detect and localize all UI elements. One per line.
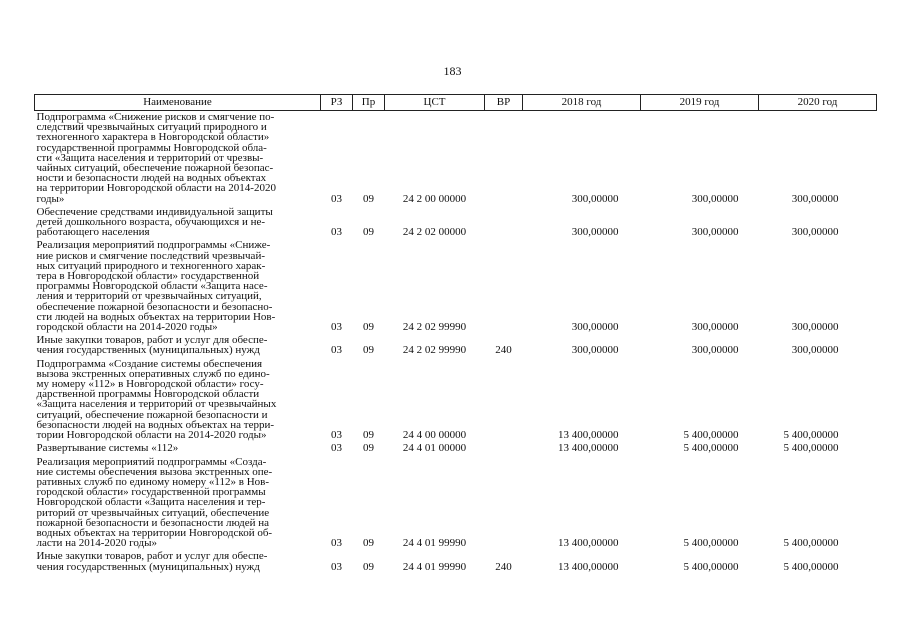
cell-2020 — [759, 456, 877, 551]
cell-cst: 24 4 00 00000 — [402, 429, 467, 442]
cell-2019 — [641, 334, 759, 357]
name-line: Подпрограмма «Снижение рисков и смягчение по- — [36, 111, 275, 123]
cell-pr: 09 — [363, 537, 374, 550]
cell-2019-value: 300,00000 — [691, 344, 739, 357]
cell-2020-value: 300,00000 — [791, 226, 839, 239]
cell-2020 — [759, 334, 877, 357]
name-line: ситуаций, обеспечение пожарной безопасности и — [36, 408, 268, 421]
cell-cst: 24 2 00 00000 — [402, 192, 467, 205]
header-pr: Пр — [353, 95, 385, 111]
cell-2018-value: 13 400,00000 — [558, 537, 619, 550]
cell-2020-value: 300,00000 — [791, 344, 839, 357]
cell-2020-value: 5 400,00000 — [783, 442, 839, 455]
cell-pr: 09 — [363, 192, 374, 205]
table-row — [35, 239, 877, 334]
cell-pr: 09 — [363, 321, 374, 334]
cell-cst: 24 4 01 99990 — [402, 537, 467, 550]
cell-vr — [485, 456, 523, 551]
name-line: тера в Новгородской области» государственной — [36, 270, 260, 283]
cell-2018-value: 13 400,00000 — [558, 429, 619, 442]
cell-rz: 03 — [331, 226, 342, 239]
cell-2019 — [641, 239, 759, 334]
cell-vr: 240 — [495, 344, 512, 357]
cell-2019-value: 300,00000 — [691, 192, 739, 205]
header-rz: РЗ — [321, 95, 353, 111]
table-row — [35, 456, 877, 551]
cell-name — [35, 550, 321, 573]
cell-name — [35, 239, 321, 334]
name-line: Обеспечение средствами индивидуальной защиты — [36, 205, 273, 218]
cell-2020 — [759, 550, 877, 573]
cell-2020-value: 5 400,00000 — [783, 429, 839, 442]
cell-pr: 09 — [363, 344, 374, 357]
name-line: городской области на 2014-2020 годы» — [36, 321, 218, 334]
name-line: ности и безопасности людей на водных объектах — [36, 172, 267, 185]
cell-rz: 03 — [331, 344, 342, 357]
name-line: Развертывание системы «112» — [36, 442, 179, 455]
name-line: дарственной программы Новгородской области — [36, 388, 260, 401]
cell-2018-value: 300,00000 — [571, 321, 619, 334]
cell-pr: 09 — [363, 429, 374, 442]
name-line: ние системы обеспечения вызова экстренных опе- — [36, 465, 273, 478]
cell-vr — [485, 206, 523, 240]
cell-cst: 24 4 01 99990 — [402, 560, 467, 573]
cell-rz: 03 — [331, 537, 342, 550]
cell-2018 — [523, 206, 641, 240]
cell-2019 — [641, 456, 759, 551]
cell-2019-value: 300,00000 — [691, 226, 739, 239]
name-line: следствий чрезвычайных ситуаций природного и — [36, 121, 267, 134]
cell-2019 — [641, 550, 759, 573]
name-line: чайных ситуаций, обеспечение пожарной безопас- — [36, 162, 274, 175]
budget-table — [34, 94, 877, 574]
cell-cst: 24 2 02 99990 — [402, 321, 467, 334]
name-line: ние рисков и смягчение последствий чрезвычай- — [36, 249, 265, 262]
header-2019: 2019 год — [641, 95, 759, 111]
name-line: обеспечение пожарной безопасности и безопасно- — [36, 300, 273, 313]
name-line: на территории Новгородской области на 2014-2020 — [36, 182, 276, 195]
name-line: государственной программы Новгородской обла- — [36, 141, 267, 154]
name-line: тории Новгородской области на 2014-2020 годы» — [36, 429, 267, 442]
name-line: му номеру «112» в Новгородской области» госу- — [36, 378, 264, 391]
name-line: вызова экстренных оперативных служб по едино- — [36, 367, 270, 380]
cell-2019 — [641, 111, 759, 206]
name-line: ления и территорий от чрезвычайных ситуаций, — [36, 290, 262, 303]
name-line: «Защита населения и территорий от чрезвычайных — [36, 398, 277, 411]
table-row — [35, 111, 877, 206]
cell-rz: 03 — [331, 192, 342, 205]
cell-2020-value: 5 400,00000 — [783, 560, 839, 573]
cell-2019 — [641, 358, 759, 443]
header-name: Наименование — [35, 95, 321, 111]
name-line: Иные закупки товаров, работ и услуг для обеспе- — [36, 550, 268, 563]
name-line: техногенного характера в Новгородской области» — [36, 131, 270, 144]
name-line: Подпрограмма «Создание системы обеспечения — [36, 357, 263, 370]
cell-2019-value: 5 400,00000 — [683, 429, 739, 442]
name-line: городской области» государственной программы — [36, 486, 266, 499]
cell-2019-value: 5 400,00000 — [683, 537, 739, 550]
cell-cst: 24 4 01 00000 — [402, 442, 467, 455]
name-line: работающего населения — [36, 226, 150, 239]
table-row — [35, 442, 877, 455]
name-line: Новгородской области «Защита населения и тер- — [36, 496, 266, 509]
cell-name — [35, 456, 321, 551]
table-row — [35, 550, 877, 573]
header-row — [35, 95, 877, 111]
cell-2018-value: 300,00000 — [571, 344, 619, 357]
cell-2018 — [523, 239, 641, 334]
page-number: 183 — [443, 64, 462, 78]
cell-2018 — [523, 550, 641, 573]
cell-name — [35, 442, 321, 455]
header-2020: 2020 год — [759, 95, 877, 111]
cell-2018 — [523, 442, 641, 455]
cell-rz: 03 — [331, 321, 342, 334]
cell-2019-value: 300,00000 — [691, 321, 739, 334]
name-line: Реализация мероприятий подпрограммы «Созда- — [36, 455, 267, 468]
table-body — [35, 111, 877, 574]
cell-2018-value: 300,00000 — [571, 192, 619, 205]
header-cst: ЦСТ — [385, 95, 485, 111]
cell-2018 — [523, 334, 641, 357]
table-row — [35, 334, 877, 357]
cell-2018 — [523, 111, 641, 206]
header-vr: ВР — [485, 95, 523, 111]
cell-vr — [485, 442, 523, 455]
cell-rz: 03 — [331, 442, 342, 455]
cell-name — [35, 111, 321, 206]
cell-2018-value: 300,00000 — [571, 226, 619, 239]
table-row — [35, 358, 877, 443]
cell-2018 — [523, 456, 641, 551]
name-line: чения государственных (муниципальных) нужд — [36, 560, 260, 573]
name-line: детей дошкольного возраста, обучающихся и не- — [36, 216, 266, 229]
name-line: пожарной безопасности и безопасности людей на — [36, 516, 270, 529]
cell-2020 — [759, 442, 877, 455]
cell-2018-value: 13 400,00000 — [558, 560, 619, 573]
cell-name — [35, 206, 321, 240]
name-line: риторий от чрезвычайных ситуаций, обеспечение — [36, 506, 270, 519]
cell-name — [35, 334, 321, 357]
name-line: годы» — [36, 192, 65, 205]
name-line: чения государственных (муниципальных) нужд — [36, 344, 260, 357]
cell-name — [35, 358, 321, 443]
cell-2020 — [759, 358, 877, 443]
cell-2020-value: 300,00000 — [791, 321, 839, 334]
cell-2020 — [759, 206, 877, 240]
cell-rz: 03 — [331, 429, 342, 442]
name-line: ративных служб по единому номеру «112» в Нов- — [36, 475, 269, 488]
name-line: ных ситуаций природного и техногенного харак- — [36, 259, 266, 272]
cell-cst: 24 2 02 00000 — [402, 226, 467, 239]
name-line: Реализация мероприятий подпрограммы «Сниже- — [36, 239, 271, 252]
table-row — [35, 206, 877, 240]
cell-pr: 09 — [363, 442, 374, 455]
cell-pr: 09 — [363, 560, 374, 573]
name-line: водных объектах на территории Новгородской об- — [36, 526, 273, 539]
cell-cst: 24 2 02 99990 — [402, 344, 467, 357]
header-2018: 2018 год — [523, 95, 641, 111]
name-line: ласти на 2014-2020 годы» — [36, 537, 158, 550]
name-line: безопасности людей на водных объектах на терри- — [36, 418, 275, 431]
cell-rz: 03 — [331, 560, 342, 573]
cell-2018-value: 13 400,00000 — [558, 442, 619, 455]
name-line: программы Новгородской области «Защита насе- — [36, 280, 268, 293]
cell-vr — [485, 358, 523, 443]
cell-2018 — [523, 358, 641, 443]
name-line: сти людей на водных объектах на территории Нов- — [36, 310, 276, 323]
cell-2020-value: 5 400,00000 — [783, 537, 839, 550]
name-line: сти «Защита населения и территорий от чрезвы- — [36, 151, 264, 164]
cell-2019 — [641, 442, 759, 455]
cell-2019-value: 5 400,00000 — [683, 442, 739, 455]
cell-2019-value: 5 400,00000 — [683, 560, 739, 573]
cell-2020 — [759, 111, 877, 206]
cell-pr: 09 — [363, 226, 374, 239]
cell-2020-value: 300,00000 — [791, 192, 839, 205]
name-line: Иные закупки товаров, работ и услуг для обеспе- — [36, 334, 268, 347]
cell-2019 — [641, 206, 759, 240]
cell-vr — [485, 111, 523, 206]
cell-2020 — [759, 239, 877, 334]
cell-vr — [485, 239, 523, 334]
cell-vr: 240 — [495, 560, 512, 573]
